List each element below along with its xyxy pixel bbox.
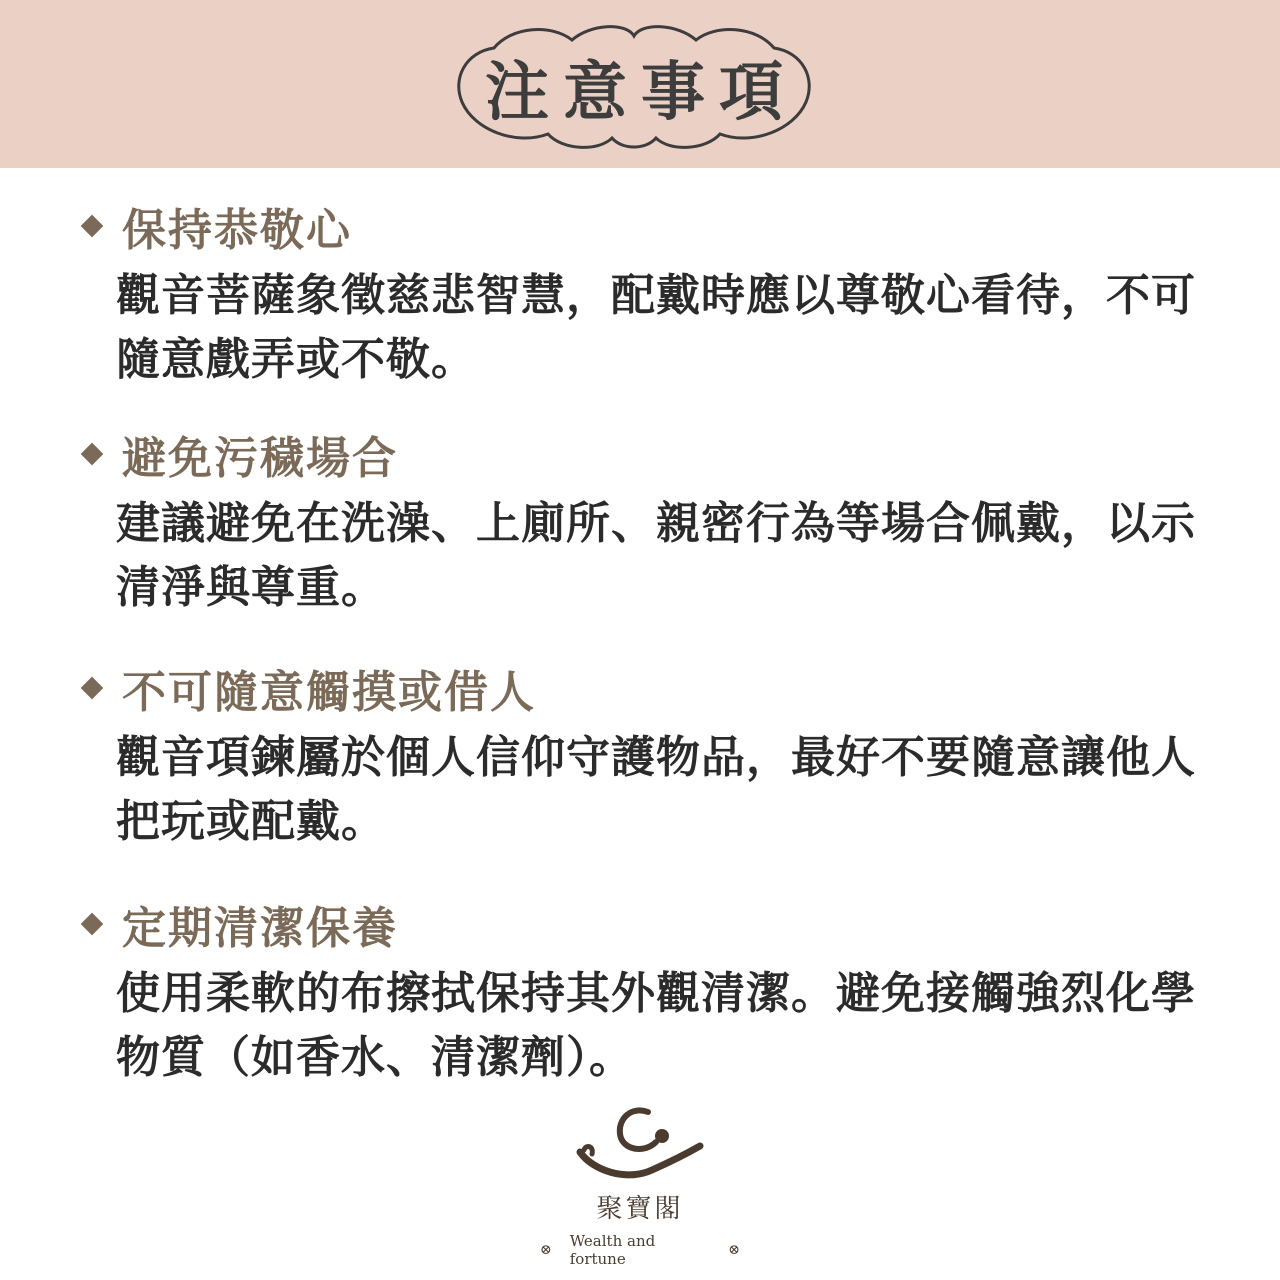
diamond-bullet-icon [81,215,104,238]
section-body: 觀音菩薩象徵慈悲智慧，配戴時應以尊敬心看待，不可隨意戲弄或不敬。 [116,270,1196,385]
brush-swirl-icon [540,1100,740,1190]
section-title: 保持恭敬心 [122,205,352,256]
diamond-bullet-icon [81,443,104,466]
notice-section [78,196,1218,392]
diamond-bullet-icon [81,913,104,936]
page-title: 注意事項 [485,56,797,130]
section-body: 觀音項鍊屬於個人信仰守護物品，最好不要隨意讓他人把玩或配戴。 [116,732,1196,847]
diamond-bullet-icon [81,677,104,700]
cross-circle-icon: ⊗ [728,1242,740,1258]
tagline-row [540,1232,740,1268]
section-body: 建議避免在洗澡、上廁所、親密行為等場合佩戴，以示清淨與尊重。 [116,498,1196,613]
section-body: 使用柔軟的布擦拭保持其外觀清潔。避免接觸強烈化學物質（如香水、清潔劑）。 [116,968,1196,1083]
notice-section [78,894,1218,1090]
section-title: 定期清潔保養 [122,903,398,954]
cross-circle-icon: ⊗ [540,1242,552,1258]
section-title: 不可隨意觸摸或借人 [122,667,536,718]
brand-name: 聚寶閣 [596,1194,684,1224]
brand-logo [540,1100,740,1270]
brand-tagline: Wealth and fortune [569,1232,656,1268]
notice-section [78,424,1218,620]
notice-section [78,658,1218,854]
title-cloud-frame [456,22,812,152]
section-title: 避免污穢場合 [122,433,398,484]
